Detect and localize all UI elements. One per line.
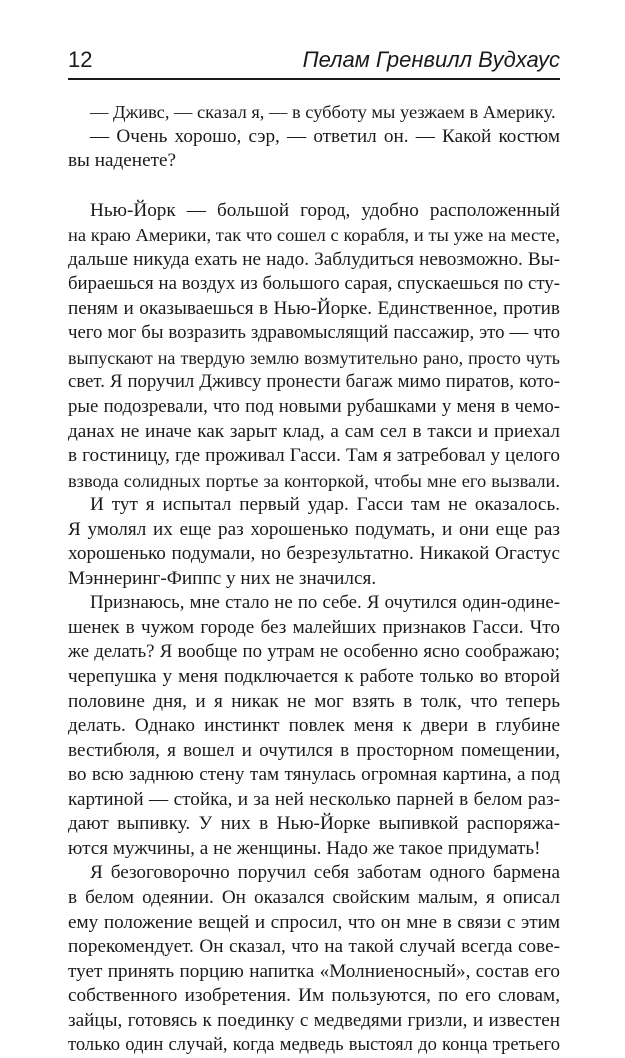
text-line: делать. Однако инстинкт повлек меня к двери в глубине [68,715,560,737]
text-line: картиной — стойка, и за ней несколько парней в белом раз- [68,788,560,810]
header-rule [68,78,560,80]
paragraph [68,100,560,174]
text-line: рые подозревали, что под новыми рубашками у меня в чемо- [68,396,560,418]
text-line: зайцы, готовясь к поединку с медведями гризли, и известен [68,1009,560,1031]
text-line: ются мужчины, а не женщины. Надо же такое придумать! [68,837,541,859]
paragraph [68,591,560,861]
text-line: выпускают на твердую землю возмутительно рано, просто чуть [68,347,560,368]
text-line: половине дня, и я никак не мог взять в толк, что теперь [68,690,560,712]
text-line: Признаюсь, мне стало не по себе. Я очутился один-одине- [90,592,560,614]
text-line: шенек в чужом городе без малейших признаков Гасси. Что [68,616,560,638]
text-line: ему положение вещей и спросил, что он мне в связи с этим [68,911,560,933]
text-line: данах не иначе как зарыт клад, а сам сел в такси и приехал [68,420,560,442]
text-line: дальше никуда ехать не надо. Заблудиться невозможно. Вы- [68,248,560,270]
text-line: вестибюля, я вошел и очутился в просторном помещении, [68,739,560,761]
text-line: дают выпивку. У них в Нью-Йорке выпивкой распоряжа- [68,813,560,835]
text-line: вы наденете? [68,150,177,172]
paragraph [68,199,560,494]
text-line: порекомендует. Он сказал, что на такой случай всегда сове- [68,936,560,958]
text-line: в белом одеянии. Он оказался свойским малым, я описал [68,886,560,908]
text-line: чего мог бы возразить здравомыслящий пассажир, это — что [68,322,560,344]
text-line: Мэннеринг-Фиппс у них не значился. [68,567,377,589]
text-line: же делать? Я вообще по утрам не особенно ясно соображаю; [68,641,560,663]
text-line: — Очень хорошо, сэр, — ответил он. — Какой костюм [90,125,560,147]
text-line: во всю заднюю стену там тянулась огромная картина, а под [68,764,560,786]
text-line: пеням и оказываешься в Нью-Йорке. Единственное, против [68,297,560,319]
text-line: собственного изобретения. Им пользуются, по его словам, [68,985,560,1007]
text-line: Я умолял их еще раз хорошенько подумать, и они еще раз [68,518,560,540]
text-line: тует принять порцию напитка «Молниеносный», состав его [68,960,560,982]
text-line: хорошенько подумали, но безрезультатно. Никакой Огастус [68,543,560,565]
page-number: 12 [68,47,93,72]
text-line: И тут я испытал первый удар. Гасси там не оказалось. [90,494,560,516]
paragraph [68,861,560,1057]
text-line: взвода солидных портье за конторкой, чтобы мне его вызвали. [68,470,560,491]
text-line: Нью-Йорк — большой город, удобно расположенный [90,199,560,221]
running-head: Пелам Гренвилл Вудхаус [302,47,560,72]
text-line: только один случай, когда медведь выстоял до конца третьего [68,1034,560,1056]
paragraph [68,493,560,591]
section-break [68,174,560,199]
text-line: — Дживс, — сказал я, — в субботу мы уезжаем в Америку. [90,102,556,122]
text-line: Я безоговорочно поручил себя заботам одного бармена [90,862,560,884]
text-line: в гостиницу, где проживал Гасси. Там я затребовал у целого [68,445,560,467]
page-header [68,46,560,86]
text-line: на краю Америки, так что сошел с корабля, и ты уже на месте, [68,225,560,246]
text-line: свет. Я поручил Дживсу пронести багаж мимо пиратов, кото- [68,371,560,393]
text-line: черепушка у меня подключается к работе только во второй [68,666,560,688]
body-text [68,100,560,1058]
text-line: бираешься на воздух из большого сарая, спускаешься по сту- [68,273,560,295]
